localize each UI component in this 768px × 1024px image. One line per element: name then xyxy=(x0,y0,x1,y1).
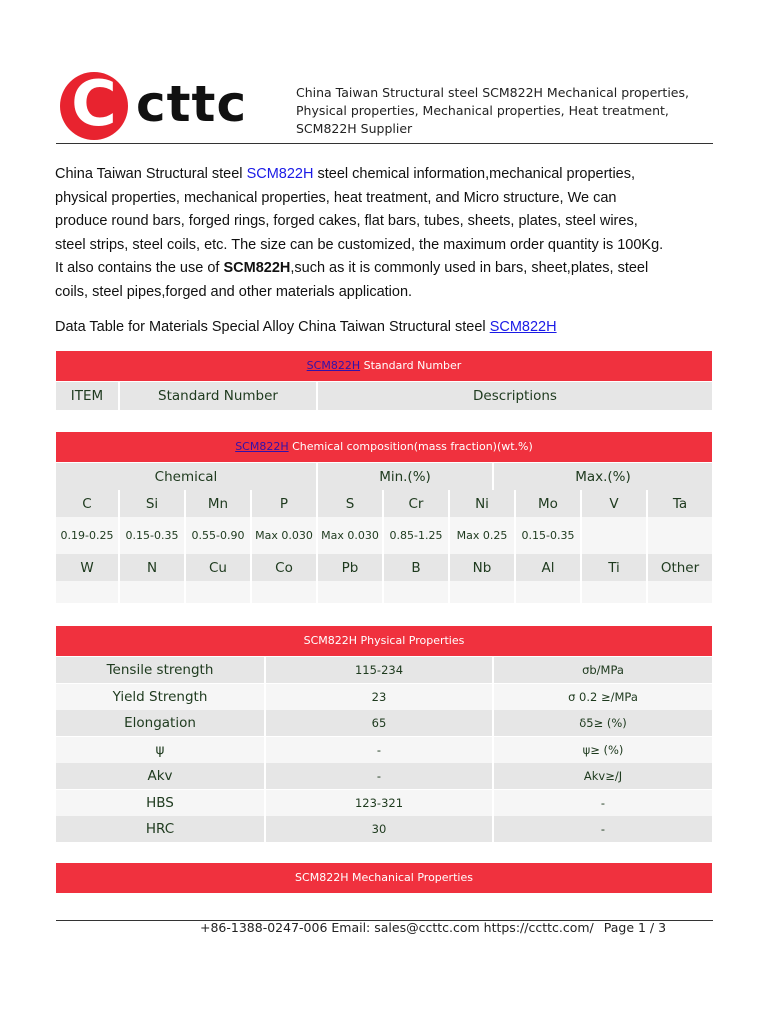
grade-bold: SCM822H xyxy=(223,260,291,276)
element-value-cell: Max 0.030 xyxy=(318,517,384,554)
element-value-cell: Max 0.030 xyxy=(252,517,318,554)
logo-mark: C xyxy=(60,72,128,140)
property-unit: - xyxy=(494,816,712,842)
intro-paragraph xyxy=(55,163,715,304)
physical-property-row xyxy=(56,710,712,736)
value-row-1 xyxy=(56,517,712,554)
element-row-2 xyxy=(56,554,712,581)
page-header-title: China Taiwan Structural steel SCM822H Mechanical properties, Physical properties, Mechanical properties, Heat treatment, SCM822H Supplier xyxy=(296,85,689,136)
intro-line-1: China Taiwan Structural steel SCM822H steel chemical information,mechanical properties, xyxy=(55,166,636,182)
element-cell: Al xyxy=(516,554,582,581)
property-name: Elongation xyxy=(56,710,266,736)
physical-property-row xyxy=(56,657,712,683)
header-divider xyxy=(56,143,713,144)
header-cell: ITEM xyxy=(56,382,120,410)
property-value: 23 xyxy=(266,684,494,710)
property-unit: - xyxy=(494,790,712,816)
physical-property-row xyxy=(56,816,712,842)
standard-header-row xyxy=(56,382,712,410)
element-row-1 xyxy=(56,490,712,517)
property-unit: Akv≥/J xyxy=(494,763,712,789)
property-name: ψ xyxy=(56,737,266,763)
element-cell: Mo xyxy=(516,490,582,517)
element-value-cell xyxy=(318,581,384,603)
property-unit: σ 0.2 ≥/MPa xyxy=(494,684,712,710)
element-cell: Other xyxy=(648,554,712,581)
intro-line-3: produce round bars, forged rings, forged cakes, flat bars, tubes, sheets, plates, steel wires, xyxy=(55,213,638,229)
chemical-header-row xyxy=(56,463,712,490)
property-unit: σb/MPa xyxy=(494,657,712,683)
page-footer xyxy=(200,919,700,937)
element-cell: Cr xyxy=(384,490,450,517)
property-value: 115-234 xyxy=(266,657,494,683)
element-value-cell xyxy=(648,517,712,554)
caption-scm822h-link[interactable]: SCM822H xyxy=(489,319,557,335)
property-name: HBS xyxy=(56,790,266,816)
element-value-cell xyxy=(120,581,186,603)
element-value-cell xyxy=(582,517,648,554)
company-logo xyxy=(58,67,278,140)
property-unit: δ5≥ (%) xyxy=(494,710,712,736)
property-value: 30 xyxy=(266,816,494,842)
element-cell: Nb xyxy=(450,554,516,581)
element-cell: S xyxy=(318,490,384,517)
mechanical-properties-band: SCM822H Mechanical Properties xyxy=(56,863,712,893)
element-value-cell xyxy=(384,581,450,603)
physical-property-row xyxy=(56,763,712,789)
logo-text: cttc xyxy=(136,75,248,133)
element-value-cell xyxy=(186,581,252,603)
header-cell: Min.(%) xyxy=(318,463,494,490)
element-cell: C xyxy=(56,490,120,517)
scm822h-link[interactable]: SCM822H xyxy=(246,166,314,182)
element-value-cell xyxy=(252,581,318,603)
property-value: 65 xyxy=(266,710,494,736)
value-row-2 xyxy=(56,581,712,603)
element-cell: Ta xyxy=(648,490,712,517)
intro-line-4: steel strips, steel coils, etc. The size can be customized, the maximum order quantity is 100Kg. xyxy=(55,236,664,253)
intro-line-5: It also contains the use of SCM822H,such as it is commonly used in bars, sheet,plates, steel xyxy=(55,260,649,276)
standard-number-band: SCM822H Standard Number xyxy=(56,351,712,381)
property-unit: ψ≥ (%) xyxy=(494,737,712,763)
band-scm822h-link[interactable]: SCM822H xyxy=(306,359,361,372)
intro-line-2: physical properties, mechanical properties, heat treatment, and Micro structure, We can xyxy=(55,189,617,206)
element-value-cell xyxy=(516,581,582,603)
property-name: Tensile strength xyxy=(56,657,266,683)
property-name: Akv xyxy=(56,763,266,789)
element-cell: N xyxy=(120,554,186,581)
element-cell: Ni xyxy=(450,490,516,517)
element-cell: Si xyxy=(120,490,186,517)
header-cell: Max.(%) xyxy=(494,463,712,490)
element-value-cell: 0.15-0.35 xyxy=(516,517,582,554)
property-name: HRC xyxy=(56,816,266,842)
element-value-cell: 0.15-0.35 xyxy=(120,517,186,554)
element-value-cell: 0.85-1.25 xyxy=(384,517,450,554)
physical-property-row xyxy=(56,684,712,710)
property-name: Yield Strength xyxy=(56,684,266,710)
element-cell: P xyxy=(252,490,318,517)
element-value-cell xyxy=(582,581,648,603)
element-cell: V xyxy=(582,490,648,517)
element-value-cell: 0.55-0.90 xyxy=(186,517,252,554)
property-value: - xyxy=(266,763,494,789)
physical-property-row xyxy=(56,737,712,763)
element-cell: Pb xyxy=(318,554,384,581)
intro-line-6: coils, steel pipes,forged and other materials application. xyxy=(55,283,413,300)
band-scm822h-link[interactable]: SCM822H xyxy=(235,440,289,453)
chemical-composition-band: SCM822H Chemical composition(mass fraction)(wt.%) xyxy=(56,432,712,462)
property-value: 123-321 xyxy=(266,790,494,816)
header-cell: Standard Number xyxy=(120,382,318,410)
footer-contact: +86-1388-0247-006 Email: sales@ccttc.com https://ccttc.com/ xyxy=(200,920,594,935)
element-cell: Cu xyxy=(186,554,252,581)
physical-property-row xyxy=(56,790,712,816)
header-cell: Chemical xyxy=(56,463,318,490)
element-cell: Co xyxy=(252,554,318,581)
element-cell: W xyxy=(56,554,120,581)
data-table-caption: Data Table for Materials Special Alloy China Taiwan Structural steel SCM822H xyxy=(55,319,557,335)
physical-properties-band: SCM822H Physical Properties xyxy=(56,626,712,656)
element-cell: Mn xyxy=(186,490,252,517)
page-number: Page 1 / 3 xyxy=(603,920,667,935)
property-value: - xyxy=(266,737,494,763)
element-value-cell: 0.19-0.25 xyxy=(56,517,120,554)
element-cell: B xyxy=(384,554,450,581)
element-value-cell xyxy=(56,581,120,603)
element-value-cell xyxy=(648,581,712,603)
element-value-cell xyxy=(450,581,516,603)
element-value-cell: Max 0.25 xyxy=(450,517,516,554)
header-cell: Descriptions xyxy=(318,382,712,410)
element-cell: Ti xyxy=(582,554,648,581)
